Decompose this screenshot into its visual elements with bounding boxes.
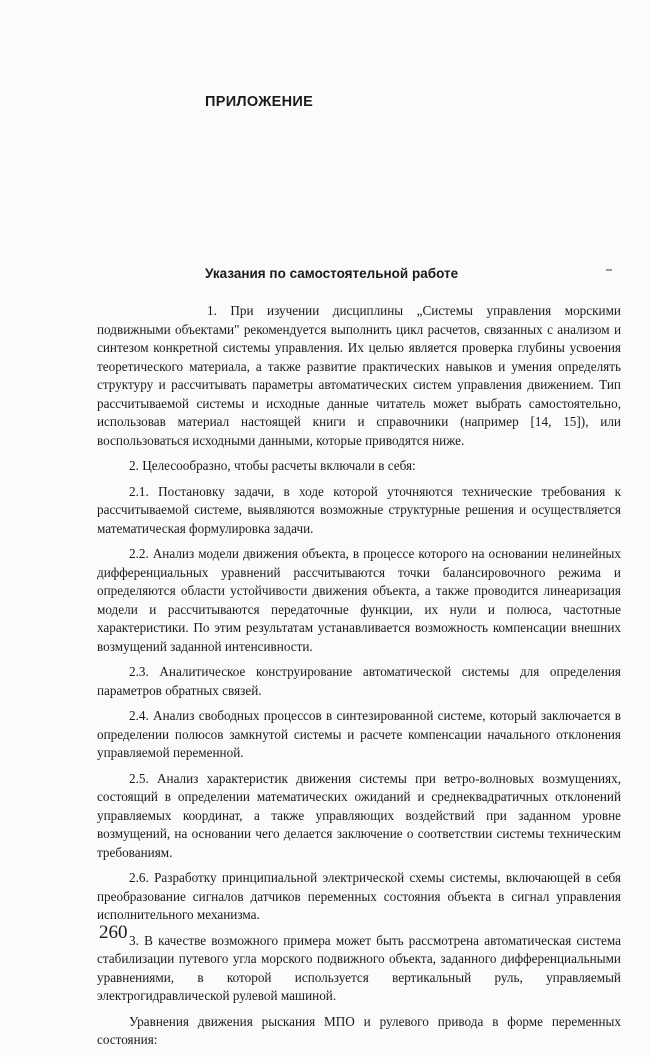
body-text [97, 302, 621, 1057]
paragraph: 2. Целесообразно, чтобы расчеты включали в себя: [129, 458, 416, 473]
paragraph: Уравнения движения рыскания МПО и рулевого привода в форме переменных состояния: [97, 1013, 621, 1047]
paragraph: 2.1. Постановку задачи, в ходе которой уточняются технические требования к рассчитываемой системе, выявляются возможные структурные решения и осуществляется математическая формулировка задачи. [97, 483, 621, 536]
section-title: Указания по самостоятельной работе [205, 266, 459, 281]
paragraph: 2.5. Анализ характеристик движения системы при ветро-волновых возмущениях, состоящий в определении математических ожиданий и среднеквадратичных отклонений управляемых координат, а также управляющих воздействий при заданном уровне возмущений, на основании чего делается заключение о соответствии системы техническим требованиям. [97, 770, 621, 860]
paragraph: 3. В качестве возможного примера может быть рассмотрена автоматическая система стабилизации путевого угла морского подвижного объекта, заданного дифференциальными уравнениями, в которой используется вертикальный руль, управляемый электрогидравлической рулевой машиной. [97, 932, 621, 1003]
scan-speck [606, 269, 612, 271]
page-number: 260 [99, 922, 128, 943]
paragraph: 2.2. Анализ модели движения объекта, в процессе которого на основании нелинейных дифференциальных уравнений рассчитываются точки балансировочного режима и определяются области устойчивости движения объекта, а также проводится линеаризация модели и рассчитываются передаточные функции, их нули и полюса, частотные характеристики. По этим результатам устанавливается возможность компенсации внешних возмущений заданной интенсивности. [97, 546, 621, 654]
paragraph: 1. При изучении дисциплины „Системы управления морскими подвижными объектами" рекомендуется выполнить цикл расчетов, связанных с анализом и синтезом конкретной системы управления. Их целью является проверка глубины усвоения теоретического материала, а также развитие практических навыков и умения определять структуру и рассчитывать параметры автоматических систем управления движением. Тип рассчитываемой системы и исходные данные читатель может выбрать самостоятельно, использовав материал настоящей книги и справочники (например [14, 15]), или воспользоваться исходными данными, которые приводятся ниже. [97, 303, 621, 448]
paragraph: 2.4. Анализ свободных процессов в синтезированной системе, который заключается в определении полюсов замкнутой системы и расчете компенсации начального отклонения управляемой переменной. [97, 708, 621, 760]
paragraph: 2.3. Аналитическое конструирование автоматической системы для определения параметров обратных связей. [97, 664, 621, 698]
appendix-title: ПРИЛОЖЕНИЕ [205, 94, 314, 110]
paragraph: 2.6. Разработку принципиальной электрической схемы системы, включающей в себя преобразование сигналов датчиков переменных состояния объекта в сигнал управления исполнительного механизма. [97, 870, 621, 922]
